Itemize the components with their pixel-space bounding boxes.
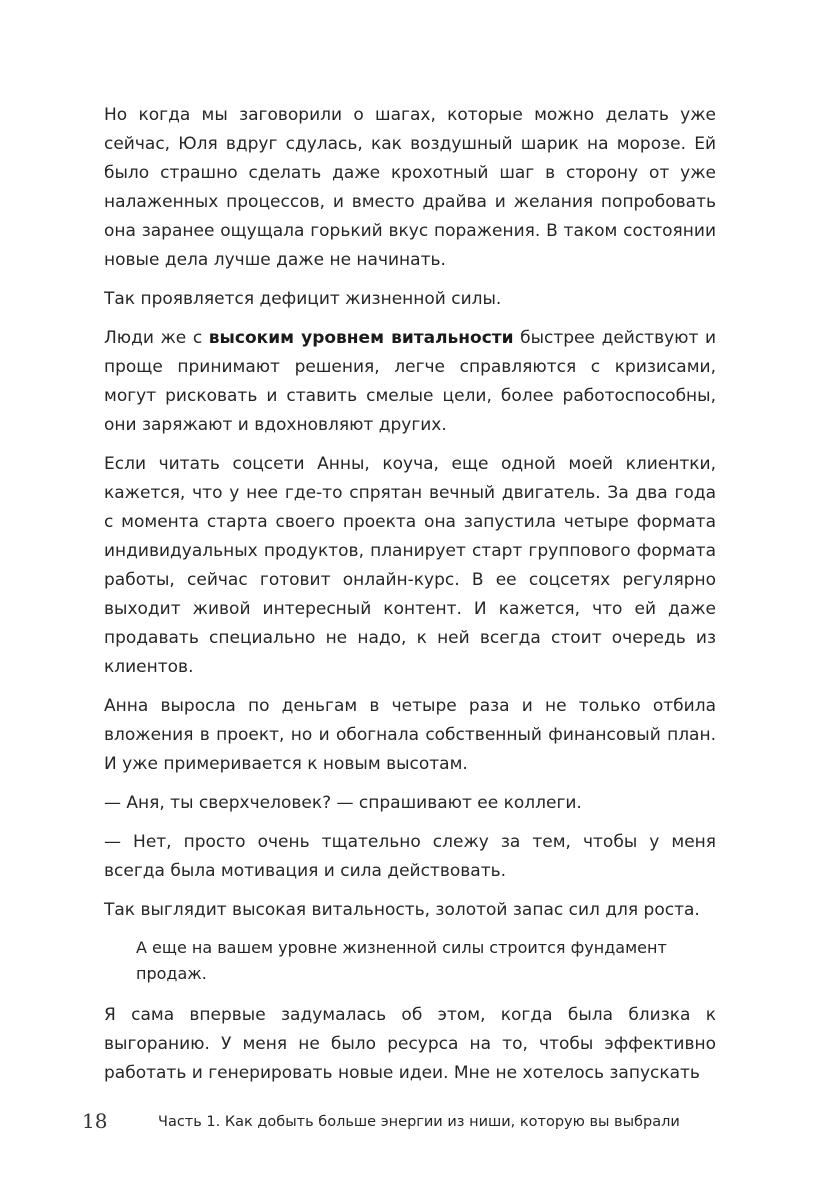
paragraph-2: Так проявляется дефицит жизненной силы. <box>104 289 502 309</box>
paragraph-4: Если читать соцсети Анны, коуча, еще одной моей клиентки, кажется, что у нее где-то спрятан вечный двигатель. За два года с момента старта своего проекта она запустила четыре формата индивидуальных продуктов, планирует старт группового формата работы, сейчас готовит онлайн-курс. В ее соцсетях регулярно выходит живой интересный контент. И кажется, что ей даже продавать специально не надо, к ней всегда стоит очередь из клиентов. <box>104 454 716 677</box>
page-footer <box>82 1106 742 1138</box>
paragraph-3-rest: быстрее действуют и проще принимают решения, легче справляются с кризисами, могут рисковать и ставить смелые цели, более работоспособны, они заряжают и вдохновляют других. <box>104 328 716 435</box>
paragraph-1: Но когда мы заговорили о шагах, которые можно делать уже сейчас, Юля вдруг сдулась, как воздушный шарик на морозе. Ей было страшно сделать даже крохотный шаг в сторону от уже налаженных процессов, и вместо драйва и желания попробовать она заранее ощущала горький вкус поражения. В таком состоянии новые дела лучше даже не начинать. <box>104 105 716 270</box>
paragraph-8: Так выглядит высокая витальность, золотой запас сил для роста. <box>104 900 700 920</box>
bold-term-vitality: высоким уровнем витальности <box>208 328 514 348</box>
dialogue-answer: — Нет, просто очень тщательно слежу за тем, чтобы у меня всегда была мотивация и сила действовать. <box>104 832 716 881</box>
dialogue-question: — Аня, ты сверхчеловек? — спрашивают ее коллеги. <box>104 793 582 813</box>
paragraph-9: Я сама впервые задумалась об этом, когда была близка к выгоранию. У меня не было ресурса на то, чтобы эффективно работать и генерировать новые идеи. Мне не хотелось запускать <box>104 1005 716 1083</box>
running-head: Часть 1. Как добыть больше энергии из ниши, которую вы выбрали <box>158 1114 680 1130</box>
paragraph-3 <box>104 324 716 440</box>
page-number: 18 <box>82 1109 108 1133</box>
callout-quote: А еще на вашем уровне жизненной силы строится фундамент продаж. <box>136 938 667 983</box>
body-text <box>104 101 716 1098</box>
paragraph-3-lead: Люди же с <box>104 328 209 348</box>
paragraph-5: Анна выросла по деньгам в четыре раза и не только отбила вложения в проект, но и обогнала собственный финансовый план. И уже примеривается к новым высотам. <box>104 696 716 774</box>
